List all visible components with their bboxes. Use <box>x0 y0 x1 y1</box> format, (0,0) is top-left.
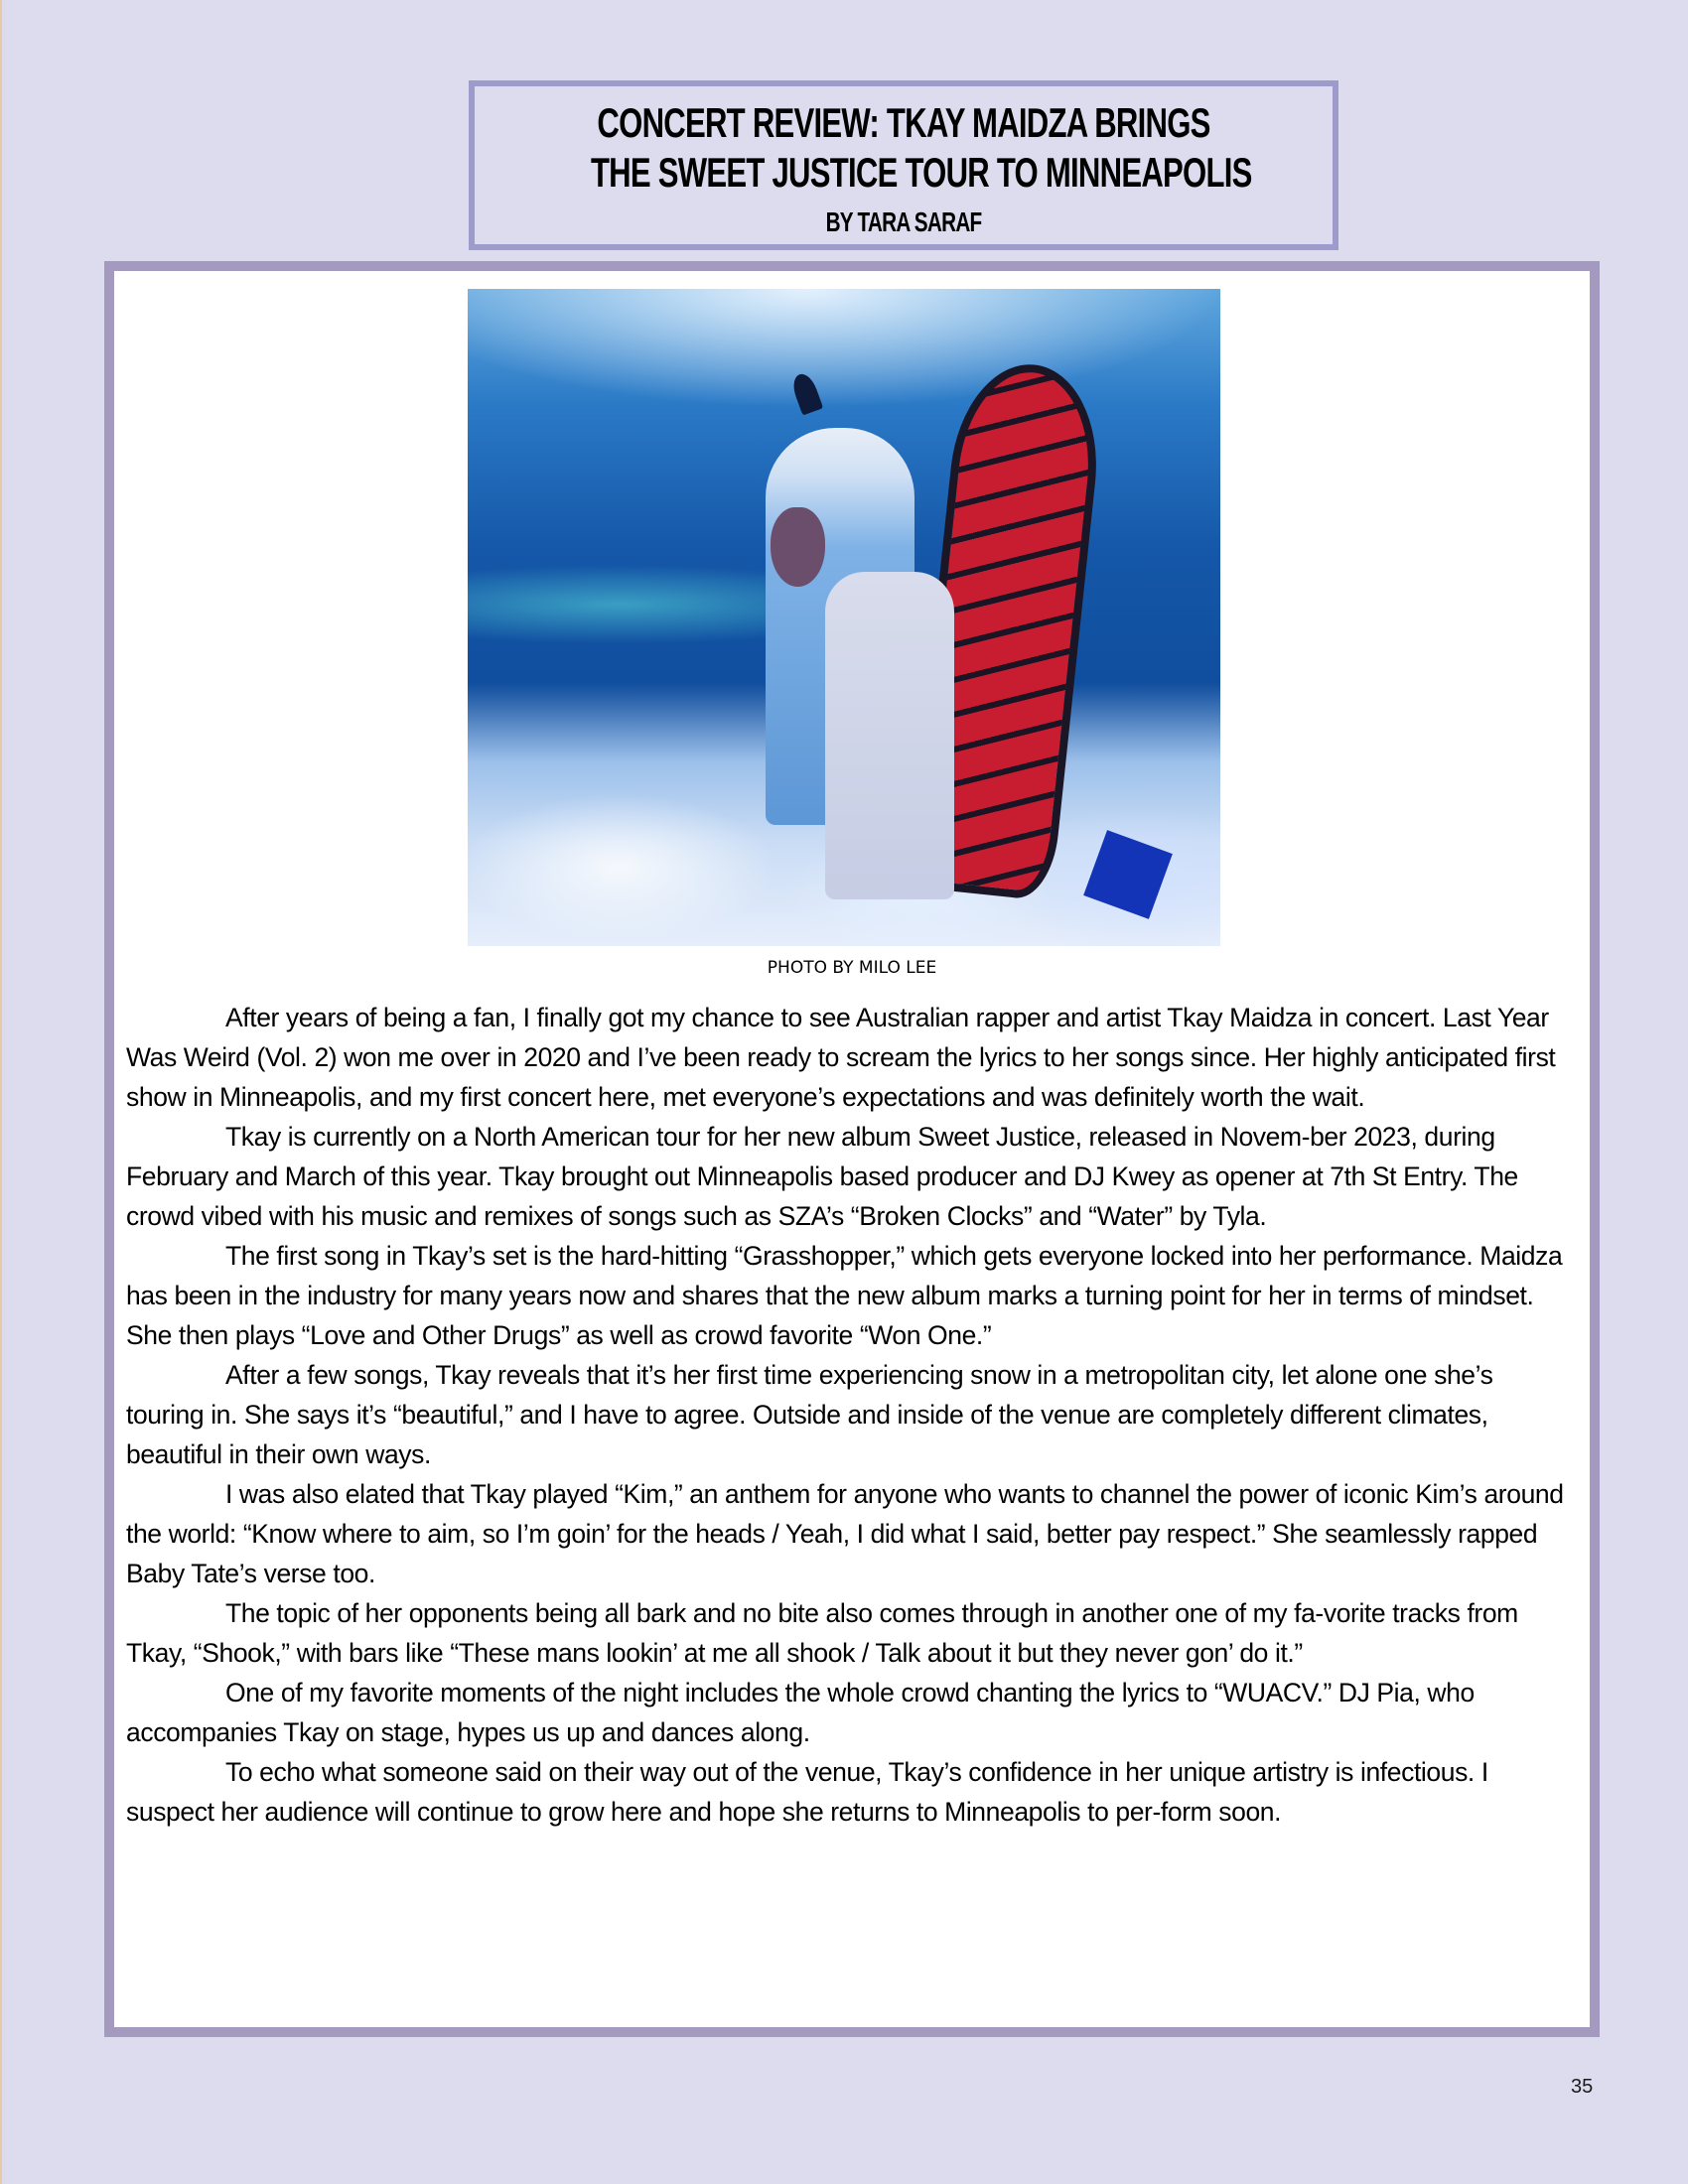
page-edge-line <box>0 0 2 2184</box>
article-paragraph: To echo what someone said on their way out of the venue, Tkay’s confidence in her unique artistry is infectious. I suspect her audience will continue to grow here and hope she returns to Minneapolis to per-form soon. <box>126 1757 1488 1827</box>
concert-photo <box>468 289 1220 946</box>
headline-line-2 <box>475 150 1333 196</box>
article-paragraph: After years of being a fan, I finally got my chance to see Australian rapper and artist Tkay Maidza in concert. Last Year Was Weird (Vol. 2) won me over in 2020 and I’ve been ready to scream the lyrics to her songs since. Her highly anticipated first show in Minneapolis, and my first concert here, met everyone’s expectations and was definitely worth the wait. <box>126 1003 1556 1112</box>
article-paragraph: Tkay is currently on a North American tour for her new album Sweet Justice, released in Novem-ber 2023, during February and March of this year. Tkay brought out Minneapolis based producer and DJ Kwey as opener at 7th St Entry. The crowd vibed with his music and remixes of songs such as SZA’s “Broken Clocks” and “Water” by Tyla. <box>126 1122 1518 1231</box>
article-paragraph: The first song in Tkay’s set is the hard-hitting “Grasshopper,” which gets everyone locked into her performance. Maidza has been in the industry for many years now and shares that the new album marks a turning point for her in terms of mindset. She then plays “Love and Other Drugs” as well as crowd favorite “Won One.” <box>126 1241 1563 1350</box>
article-body <box>126 998 1566 1832</box>
article-paragraph: After a few songs, Tkay reveals that it’s her first time experiencing snow in a metropolitan city, let alone one she’s touring in. She says it’s “beautiful,” and I have to agree. Outside and inside of the venue are completely different climates, beautiful in their own ways. <box>126 1360 1493 1469</box>
article-frame <box>104 261 1600 2037</box>
byline-text: BY TARA SARAF <box>825 206 982 237</box>
article-paragraph: The topic of her opponents being all bark and no bite also comes through in another one of my fa-vorite tracks from Tkay, “Shook,” with bars like “These mans lookin’ at me all shook / Talk about it but they never gon’ do it.” <box>126 1598 1518 1668</box>
photo-ear-accessory <box>789 370 823 415</box>
photo-caption: PHOTO BY MILO LEE <box>767 958 937 978</box>
byline <box>475 206 1333 238</box>
photo-face <box>771 507 825 587</box>
article-paragraph: One of my favorite moments of the night includes the whole crowd chanting the lyrics to “WUACV.” DJ Pia, who accompanies Tkay on stage, hypes us up and dances along. <box>126 1678 1475 1747</box>
page-number: 35 <box>1571 2076 1594 2098</box>
headline-text-1: CONCERT REVIEW: TKAY MAIDZA BRINGS <box>597 99 1210 146</box>
photo-top <box>825 572 954 899</box>
title-box <box>469 80 1338 250</box>
article-paragraph: I was also elated that Tkay played “Kim,” an anthem for anyone who wants to channel the power of iconic Kim’s around the world: “Know where to aim, so I’m goin’ for the heads / Yeah, I did what I said, better pay respect.” She seamlessly rapped Baby Tate’s verse too. <box>126 1479 1564 1588</box>
headline-line-1 <box>475 100 1333 146</box>
headline-text-2: THE SWEET JUSTICE TOUR TO MINNEAPOLIS <box>590 149 1252 196</box>
